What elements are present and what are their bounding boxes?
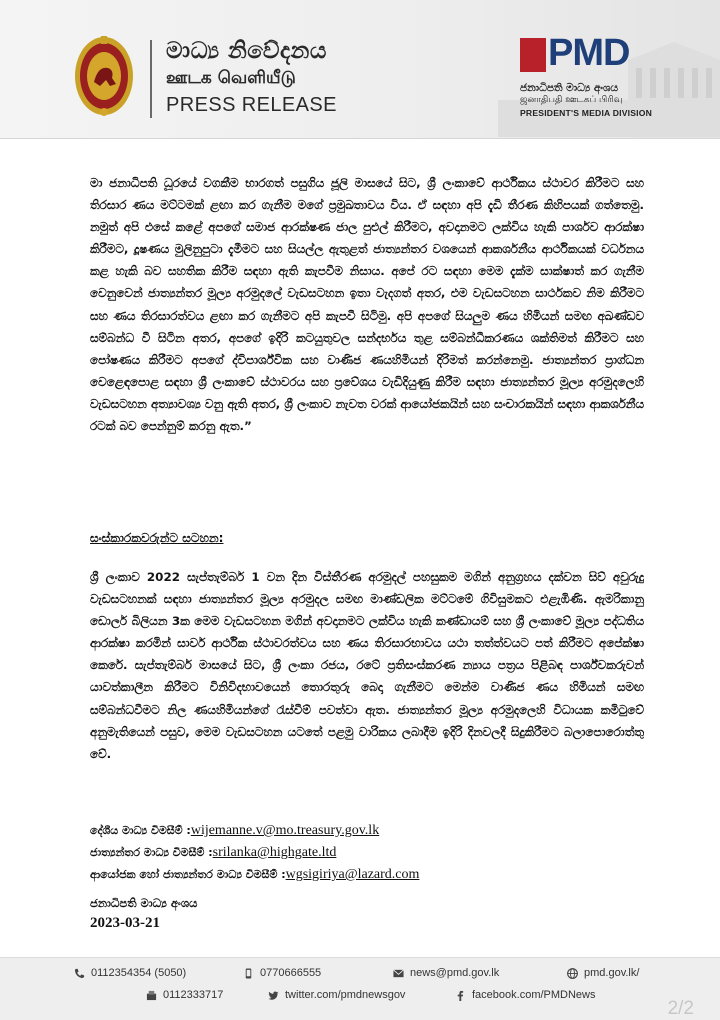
footer-phone[interactable] bbox=[74, 967, 186, 979]
header-divider bbox=[150, 40, 152, 118]
press-release-header bbox=[0, 0, 720, 139]
contact-row-local bbox=[90, 820, 650, 842]
footer-mobile-text: 0770666555 bbox=[260, 967, 322, 979]
phone-icon bbox=[74, 968, 85, 979]
sri-lanka-emblem-icon bbox=[74, 36, 134, 120]
footer-facebook-text: facebook.com/PMDNews bbox=[472, 989, 596, 1001]
facebook-icon bbox=[455, 990, 466, 1001]
contact-email-link[interactable]: wijemanne.v@mo.treasury.gov.lk bbox=[190, 823, 380, 838]
footer-website-text: pmd.gov.lk/ bbox=[584, 967, 640, 979]
mobile-phone-icon bbox=[243, 968, 254, 979]
envelope-icon bbox=[393, 968, 404, 979]
footer-email-text: news@pmd.gov.lk bbox=[410, 967, 500, 979]
release-date: 2023-03-21 bbox=[90, 915, 160, 931]
footer-facebook[interactable] bbox=[455, 989, 596, 1001]
footer-website[interactable] bbox=[567, 967, 639, 979]
footer-mobile[interactable] bbox=[243, 967, 321, 979]
signature-division: ජනාධිපති මාධ්‍ය අංශය bbox=[90, 896, 198, 910]
footer-phone-text: 0112354354 (5050) bbox=[91, 967, 187, 979]
org-name-english: PRESIDENT'S MEDIA DIVISION bbox=[520, 108, 653, 118]
twitter-icon bbox=[268, 990, 279, 1001]
footer-fax[interactable] bbox=[146, 989, 223, 1001]
quote-paragraph: මා ජනාධිපති ධූරයේ වගකීම භාරගත් පසුගිය ජූලි මාසයේ සිට, ශ්‍රී ලංකාවේ ආර්ථිකය ස්ථාවර කිරීමට සහ තිරසාර ණය මට්ටමක් ළඟා කර ගැනීම මගේ ප්‍රමුඛතාවය විය. ඒ සඳහා අපි දැඩි තීරණ කිහිපයක් ගත්තෙමු. නමුත් අපි එසේ කළේ අපගේ සමාජ ආරක්ෂණ ජාල පුළුල් කිරීමට, අවදානමට ලක්විය හැකි පාර්ශව ආරක්ෂා කිරීමට, දූෂණය මුලිනුපුටා දැමීමට සහ සියල්ල ඇතුළත් ජාත්‍යන්තර වශයෙන් ආකර්ශනීය ආර්ථිකයක් වර්ධනය කළ හැකි බව සහතික කිරීම සඳහා ඇති කැපවීම නිසාය. අපේ රට සඳහා මෙම දැක්ම සාක්ෂාත් කර ගැනීම වෙනුවෙන් ජාත්‍යන්තර මූල්‍ය අරමුදලේ වැඩසටහන ඉතා වැදගත් අතර, එම වැඩසටහන සාර්ථකව නිම කිරීමට සහ ණය තිරසාරත්වය ළඟා කර ගැනීමට අපි කැපවී සිටිමු. අපි අපගේ සියලුම ණය හිමියන් සමඟ අඛණ්ඩව සම්බන්ධ වී සිටින අතර, අපගේ ඉදිරි කටයුතුවල සන්දර්භය තුළ සම්බන්ධීකරණය ශක්තිමත් කිරීමට සහ පෝෂණය කිරීමට අපගේ ද්විපාර්ශ්වික සහ වාණිජ ණයහිමියන් දිරිමත් කරන්නෙමු. ජාත්‍යන්තර ප්‍රාග්ධන වෙළෙඳපොළ සඳහා ශ්‍රී ලංකාවේ ස්ථාවරය සහ ප්‍රවේශය වැඩිදියුණු කිරීම සඳහා ජාත්‍යන්තර මූල්‍ය අරමුදලෙහි වැඩසටහන අත්‍යාවශ්‍ය වනු ඇති අතර, ශ්‍රී ලංකාව නැවත වරක් ආයෝජකයින් සහ සංචාරකයින් සඳහා ආකර්ශනීය රටක් බව පෙන්නුම් කරනු ඇත.” bbox=[90, 176, 644, 434]
contact-label: ජාත්‍යන්තර මාධ්‍ය විමසීම් : bbox=[90, 846, 213, 859]
org-name-tamil: ஜனாதிபதி ஊடகப் பிரிவு bbox=[520, 95, 623, 105]
fax-icon bbox=[146, 990, 157, 1001]
contact-label: දේශීය මාධ්‍ය විමසීම් : bbox=[90, 824, 191, 837]
pmd-logo-mark bbox=[520, 38, 546, 72]
footer-email[interactable] bbox=[393, 967, 499, 979]
contact-row-investor bbox=[90, 864, 650, 886]
pmd-logo-text: PMD bbox=[548, 32, 630, 74]
contact-email-link[interactable]: wgsigiriya@lazard.com bbox=[285, 867, 420, 882]
title-english: PRESS RELEASE bbox=[166, 94, 337, 116]
editors-note-heading: සංස්කාරකවරුන්ට සටහන: bbox=[90, 531, 224, 545]
title-tamil: ஊடக வெளியீடு bbox=[166, 68, 296, 88]
contact-row-international bbox=[90, 842, 650, 864]
org-name-sinhala: ජනාධිපති මාධ්‍ය අංශය bbox=[520, 82, 619, 94]
footer-fax-text: 0112333717 bbox=[163, 989, 224, 1001]
contact-label: ආයෝජක හෝ ජාත්‍යන්තර මාධ්‍ය විමසීම් : bbox=[90, 868, 286, 881]
footer-twitter[interactable] bbox=[268, 989, 405, 1001]
editors-note-paragraph: ශ්‍රී ලංකාව 2022 සැප්තැම්බර් 1 වන දින විස්තීරණ අරමුදල් පහසුකම මගින් අනුග්‍රහය දක්වන සිව් අවුරුදු වැඩසටහනක් සඳහා ජාත්‍යන්තර මූල්‍ය අරමුදල සමඟ මාණ්ඩලික මට්ටමේ ගිවිසුමකට එළැඹිණි. ඇමරිකානු ඩොලර් බිලියන 3ක මෙම වැඩසටහන මගින් අවදානමට ලක්විය හැකි කණ්ඩායම් සහ ශ්‍රී ලංකාවේ මූල්‍ය පද්ධතිය ආරක්ෂා කරමින් සාර්ව ආර්ථික ස්ථාවරත්වය සහ ණය තිරසාරභාවය යථා තත්ත්වයට පත් කිරීමට අපේක්ෂා කෙරේ. සැප්තැම්බර් මාසයේ සිට, ශ්‍රී ලංකා රජය, රටේ ප්‍රතිසංස්කරණ න්‍යාය පත්‍රය පිළිබඳ පාර්ශ්වකරුවන් යාවත්කාලීන කිරීමට විනිවිදභාවයෙන් තොරතුරු බෙදා ගැනීමට මෙන්ම වාණිජ ණය හිමියන් සමඟ සම්බන්ධවීමට නිල ණයහිමියන්ගේ රැස්වීම් පවත්වා ඇත. ජාත්‍යන්තර මූල්‍ය අරමුදලෙහි විධායක කමිටුවේ අනුමැතියෙන් පසුව, මෙම වැඩසටහන යටතේ පළමු වාරිකය ලබාදීම ඉදිරි දිනවලදී සිදුකිරීමට බලාපොරොත්තු වේ. bbox=[90, 570, 644, 761]
footer-twitter-text: twitter.com/pmdnewsgov bbox=[285, 989, 406, 1001]
page-number: 2/2 bbox=[667, 998, 694, 1019]
contact-email-link[interactable]: srilanka@highgate.ltd bbox=[212, 845, 337, 860]
media-contacts bbox=[90, 820, 650, 886]
contact-footer bbox=[0, 957, 720, 1020]
globe-icon bbox=[567, 968, 578, 979]
title-sinhala: මාධ්‍ය නිවේදනය bbox=[166, 38, 327, 64]
